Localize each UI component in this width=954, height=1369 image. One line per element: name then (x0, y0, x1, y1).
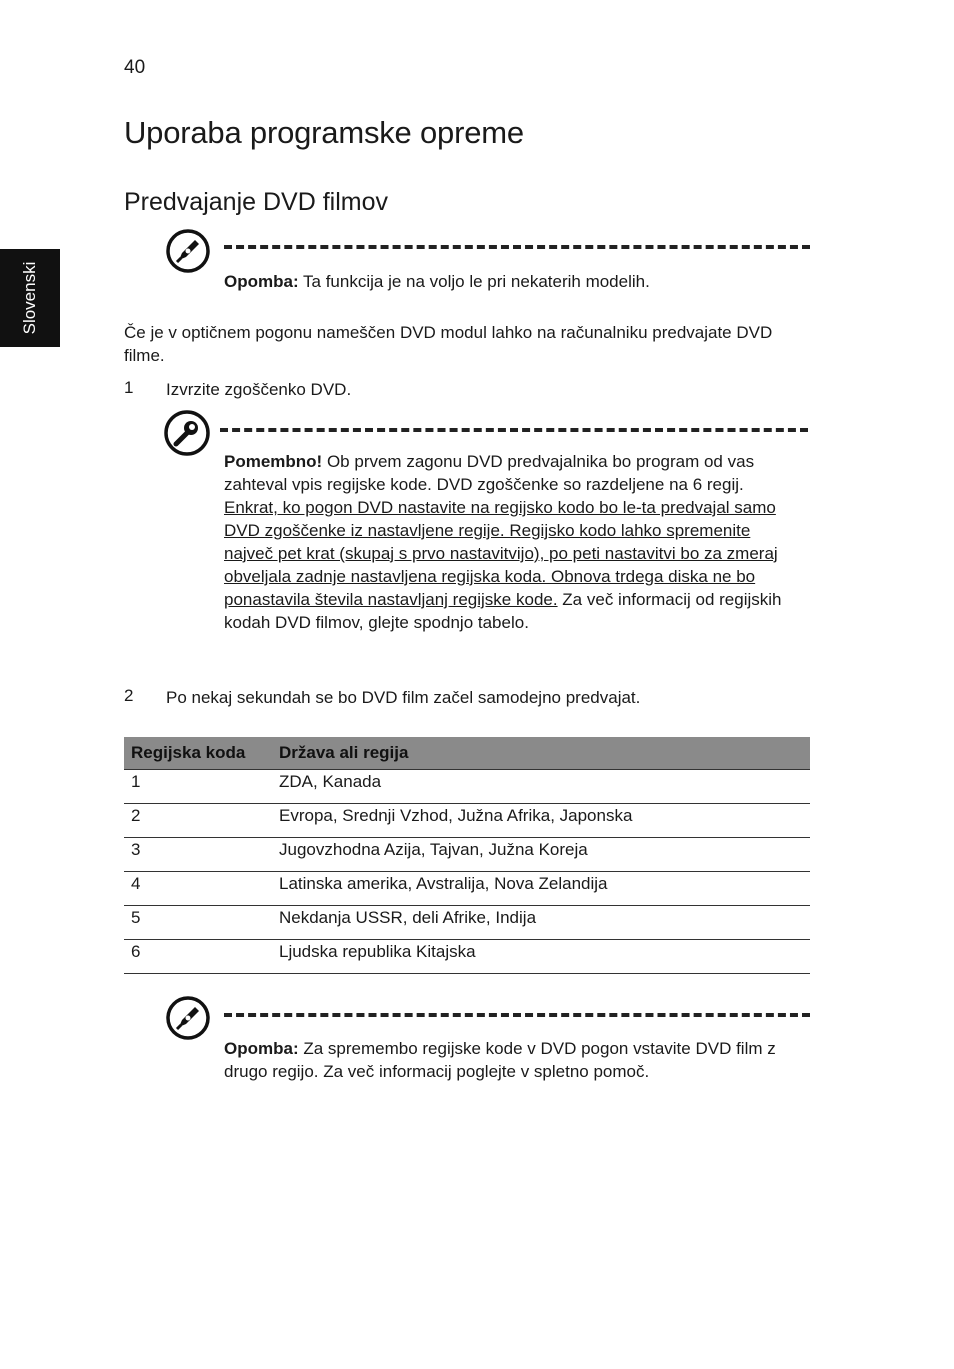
note-body: Za spremembo regijske kode v DVD pogon vstavite DVD film z drugo regijo. Za več informacij poglejte v spletno pomoč. (224, 1039, 776, 1081)
page-title: Uporaba programske opreme (124, 115, 524, 150)
table-cell: 6 (124, 940, 272, 974)
note-divider (224, 245, 810, 249)
note-label: Opomba: (224, 272, 299, 291)
important-label: Pomembno! (224, 452, 323, 471)
step-number: 1 (124, 378, 134, 397)
important-wrench-icon (164, 410, 208, 454)
table-cell: Nekdanja USSR, deli Afrike, Indija (272, 906, 810, 940)
section-title: Predvajanje DVD filmov (124, 188, 388, 216)
table-header-row (124, 737, 810, 770)
page-number: 40 (124, 57, 146, 78)
note-body: Ta funkcija je na voljo le pri nekaterih modelih. (298, 272, 650, 291)
table-cell: ZDA, Kanada (272, 770, 810, 804)
table-cell: Latinska amerika, Avstralija, Nova Zelandija (272, 872, 810, 906)
table-row (124, 906, 810, 940)
note-text (224, 270, 814, 293)
note-text (224, 1037, 794, 1083)
table-row (124, 770, 810, 804)
table-cell: Evropa, Srednji Vzhod, Južna Afrika, Japonska (272, 804, 810, 838)
language-side-tab (0, 249, 60, 347)
side-tab-label: Slovenski (20, 261, 39, 335)
table-row (124, 838, 810, 872)
column-header: Regijska koda (124, 737, 272, 770)
note-divider (224, 1013, 810, 1017)
important-text (224, 450, 796, 634)
table-row (124, 872, 810, 906)
note-label: Opomba: (224, 1039, 299, 1058)
table-cell: 5 (124, 906, 272, 940)
table-row (124, 804, 810, 838)
table-cell: 1 (124, 770, 272, 804)
note-pen-icon (166, 996, 210, 1040)
column-header: Država ali regija (272, 737, 810, 770)
table-cell: 2 (124, 804, 272, 838)
step-number: 2 (124, 686, 134, 705)
table-cell: Ljudska republika Kitajska (272, 940, 810, 974)
important-body: Ob prvem zagonu DVD predvajalnika bo program od vas zahteval vpis regijske kode. DVD zgoščenke so razdeljene na 6 regij. (224, 452, 755, 494)
important-body-end: Za več informacij od regijskih kodah DVD filmov, glejte spodnjo tabelo. (224, 590, 782, 632)
intro-paragraph: Če je v optičnem pogonu nameščen DVD modul lahko na računalniku predvajate DVD filme. (124, 323, 773, 365)
region-code-table (124, 737, 810, 974)
table-cell: 3 (124, 838, 272, 872)
step-text: Izvrzite zgoščenko DVD. (166, 380, 352, 399)
important-underlined: Enkrat, ko pogon DVD nastavite na regijsko kodo bo le-ta predvajal samo DVD zgoščenke iz nastavljene regije. Regijsko kodo lahko spremenite največ pet krat (skupaj s prvo nastavitvijo), po peti nastavitvi bo za zmeraj obveljala zadnje nastavljena regijska koda. Obnova trdega diska ne bo ponastavila števila nastavljanj regijske kode. (224, 498, 778, 609)
table-row (124, 940, 810, 974)
table-cell: Jugovzhodna Azija, Tajvan, Južna Koreja (272, 838, 810, 872)
table-cell: 4 (124, 872, 272, 906)
step-text: Po nekaj sekundah se bo DVD film začel samodejno predvajat. (166, 688, 641, 707)
note-pen-icon (166, 229, 210, 273)
important-divider (220, 428, 808, 432)
